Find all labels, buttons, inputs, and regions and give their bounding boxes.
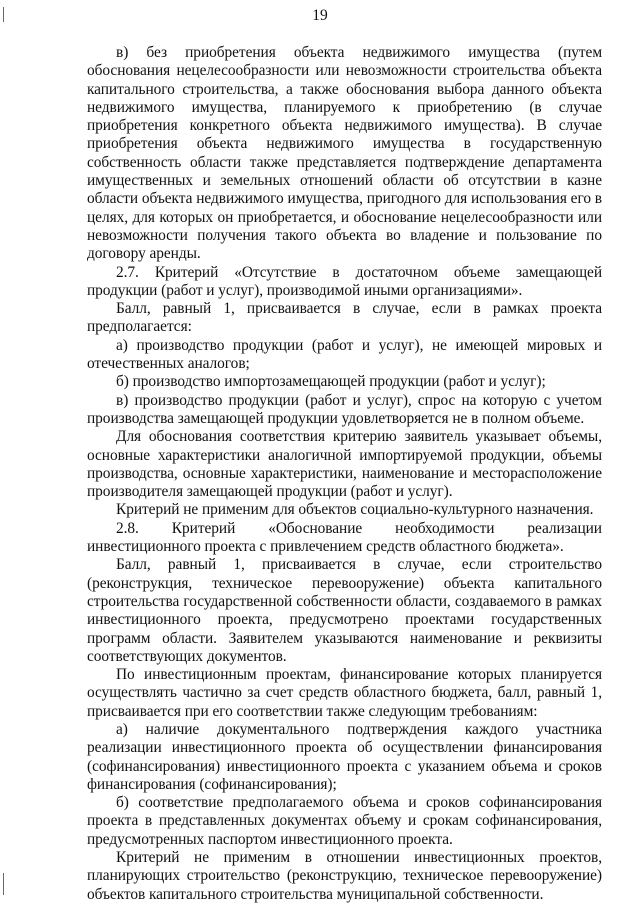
paragraph-criterion-2-7-title: 2.7. Критерий «Отсутствие в достаточном объеме замещающей продукции (работ и услуг), производимой иными организациями». [87,263,602,299]
paragraph-criterion-2-8-title: 2.8. Критерий «Обоснование необходимости реализации инвестиционного проекта с привлечением средств областного бюджета». [87,519,602,556]
paragraph-criterion-2-7-score: Балл, равный 1, присваивается в случае, если в рамках проекта предполагается: [87,300,602,336]
paragraph-item-b-cofinancing-conformity: б) соответствие предполагаемого объема и сроков софинансирования проекта в представленных документах объему и срокам софинансирования, предусмотренных паспортом инвестиционного проекта. [87,794,602,848]
paragraph-item-b-import-substitution: б) производство импортозамещающей продукции (работ и услуг); [116,373,546,391]
document-body [87,44,602,904]
paragraph-item-a-unique-products: а) производство продукции (работ и услуг), не имеющей мировых и отечественных аналогов; [87,336,602,373]
page-number: 19 [312,7,328,24]
paragraph-item-c-unsatisfied-demand: в) производство продукции (работ и услуг), спрос на которую с учетом производства замещающей продукции удовлетворяется не в полном объеме. [87,391,602,427]
paragraph-criterion-2-8-not-applicable: Критерий не применим в отношении инвестиционных проектов, планирующих строительство (реконструкцию, техническое перевооружение) объектов капитального строительства муниципальной собственности. [87,849,602,903]
scan-edge-mark-bottom [3,873,4,895]
paragraph-without-property-acquisition: в) без приобретения объекта недвижимого имущества (путем обоснования нецелесообразности или невозможности строительства объекта капитального строительства, а также обоснования выбора данного объекта недвижимого имущества, планируемого к приобретению (в случае приобретения конкретного объекта недвижимого имущества). В случае приобретения объекта недвижимого имущества в государственную собственность области также представляется подтверждение департамента имущественных и земельных отношений области об отсутствии в казне области объекта недвижимого имущества, пригодного для использования его в целях, для которых он приобретается, и обоснование нецелесообразности или невозможности получения такого объекта во владение и пользование по договору аренды. [87,44,602,263]
paragraph-criterion-2-8-score: Балл, равный 1, присваивается в случае, если строительство (реконструкция, техническое перевооружение) объекта капитального строительства государственной собственности области, создаваемого в рамках инвестиционного проекта, предусмотрено проектами государственных программ области. Заявителем указываются наименование и реквизиты соответствующих документов. [87,556,602,665]
paragraph-criterion-2-7-justification: Для обоснования соответствия критерию заявитель указывает объемы, основные характеристики аналогичной импортируемой продукции, объемы производства, основные характеристики, наименование и месторасположение производителя замещающей продукции (работ и услуг). [87,428,602,501]
paragraph-item-a-cofinancing-confirmation: а) наличие документального подтверждения каждого участника реализации инвестиционного проекта об осуществлении финансирования (софинансирования) инвестиционного проекта с указанием объема и сроков финансирования (софинансирования); [87,720,602,793]
paragraph-partial-budget-financing: По инвестиционным проектам, финансирование которых планируется осуществлять частично за счет средств областного бюджета, балл, равный 1, присваивается при его соответствии также следующим требованиям: [87,666,602,720]
paragraph-criterion-2-7-not-applicable: Критерий не применим для объектов социально-культурного назначения. [116,501,594,519]
